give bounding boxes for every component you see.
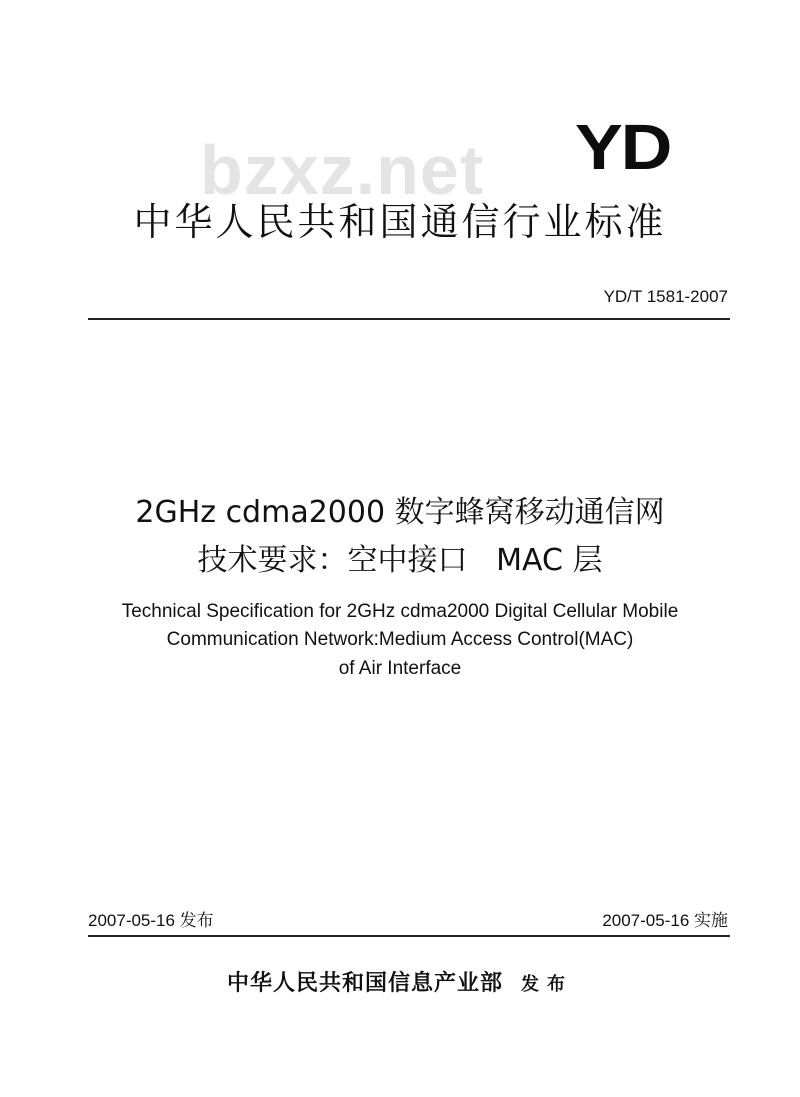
standard-number: YD/T 1581-2007 bbox=[603, 287, 728, 306]
footer-divider bbox=[88, 935, 730, 937]
standard-category-title: 中华人民共和国通信行业标准 bbox=[133, 200, 667, 244]
watermark: bzxz.net bbox=[200, 131, 485, 209]
publisher-line bbox=[0, 968, 800, 1001]
english-title-line-3: of Air Interface bbox=[338, 658, 462, 679]
english-title-line-2: Communication Network:Medium Access Control(MAC) bbox=[166, 629, 634, 650]
english-title-line-1: Technical Specification for 2GHz cdma2000 Digital Cellular Mobile bbox=[121, 601, 679, 622]
implementation-date: 2007-05-16 实施 bbox=[602, 911, 728, 930]
chinese-title-line-1: 2GHz cdma2000 数字蜂窝移动通信网 bbox=[135, 495, 665, 530]
chinese-title-line-2: 技术要求：空中接口 MAC 层 bbox=[197, 543, 603, 578]
yd-logo: YD bbox=[575, 111, 671, 183]
header-divider bbox=[88, 318, 730, 320]
publish-label: 发布 bbox=[521, 974, 573, 995]
publisher-name: 中华人民共和国信息产业部 bbox=[226, 971, 503, 996]
issue-date: 2007-05-16 发布 bbox=[88, 911, 214, 930]
